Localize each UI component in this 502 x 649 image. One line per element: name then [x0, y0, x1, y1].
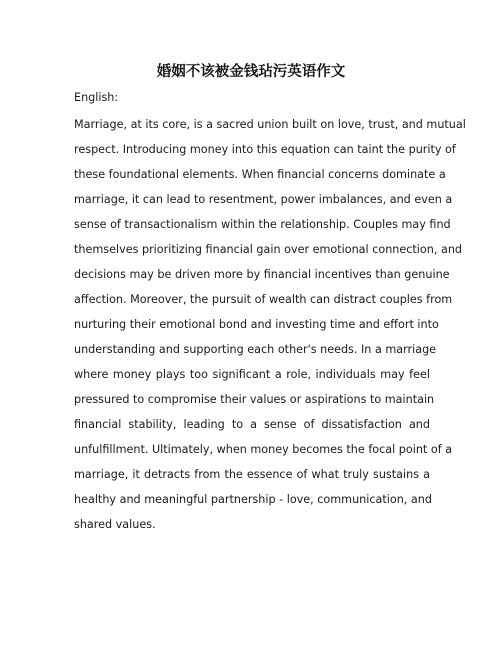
- essay-line: respect. Introducing money into this equation can taint the purity of: [74, 143, 456, 156]
- essay-line: affection. Moreover, the pursuit of wealth can distract couples from: [74, 293, 453, 306]
- essay-body: [74, 112, 466, 537]
- essay-line: decisions may be driven more by financial incentives than genuine: [74, 268, 450, 281]
- essay-line: pressured to compromise their values or aspirations to maintain: [74, 393, 435, 406]
- essay-line: marriage, it can lead to resentment, power imbalances, and even a: [74, 193, 453, 206]
- essay-line: understanding and supporting each other's needs. In a marriage: [74, 343, 437, 356]
- essay-line: sense of transactionalism within the relationship. Couples may find: [74, 218, 451, 231]
- essay-line: nurturing their emotional bond and investing time and effort into: [74, 318, 439, 331]
- section-label: English:: [74, 91, 119, 104]
- essay-line: healthy and meaningful partnership - love, communication, and: [74, 493, 432, 506]
- essay-line: where money plays too significant a role, individuals may feel: [74, 368, 430, 381]
- essay-line: financial stability, leading to a sense of dissatisfaction and: [74, 418, 430, 431]
- essay-line: Marriage, at its core, is a sacred union built on love, trust, and mutual: [74, 118, 466, 131]
- essay-line: unfulfillment. Ultimately, when money becomes the focal point of a: [74, 443, 453, 456]
- essay-line: these foundational elements. When financial concerns dominate a: [74, 168, 446, 181]
- document-title: 婚姻不该被金钱玷污英语作文: [156, 64, 346, 80]
- essay-line: marriage, it detracts from the essence of what truly sustains a: [74, 468, 430, 481]
- essay-line: shared values.: [74, 518, 156, 531]
- essay-line: themselves prioritizing financial gain over emotional connection, and: [74, 243, 463, 256]
